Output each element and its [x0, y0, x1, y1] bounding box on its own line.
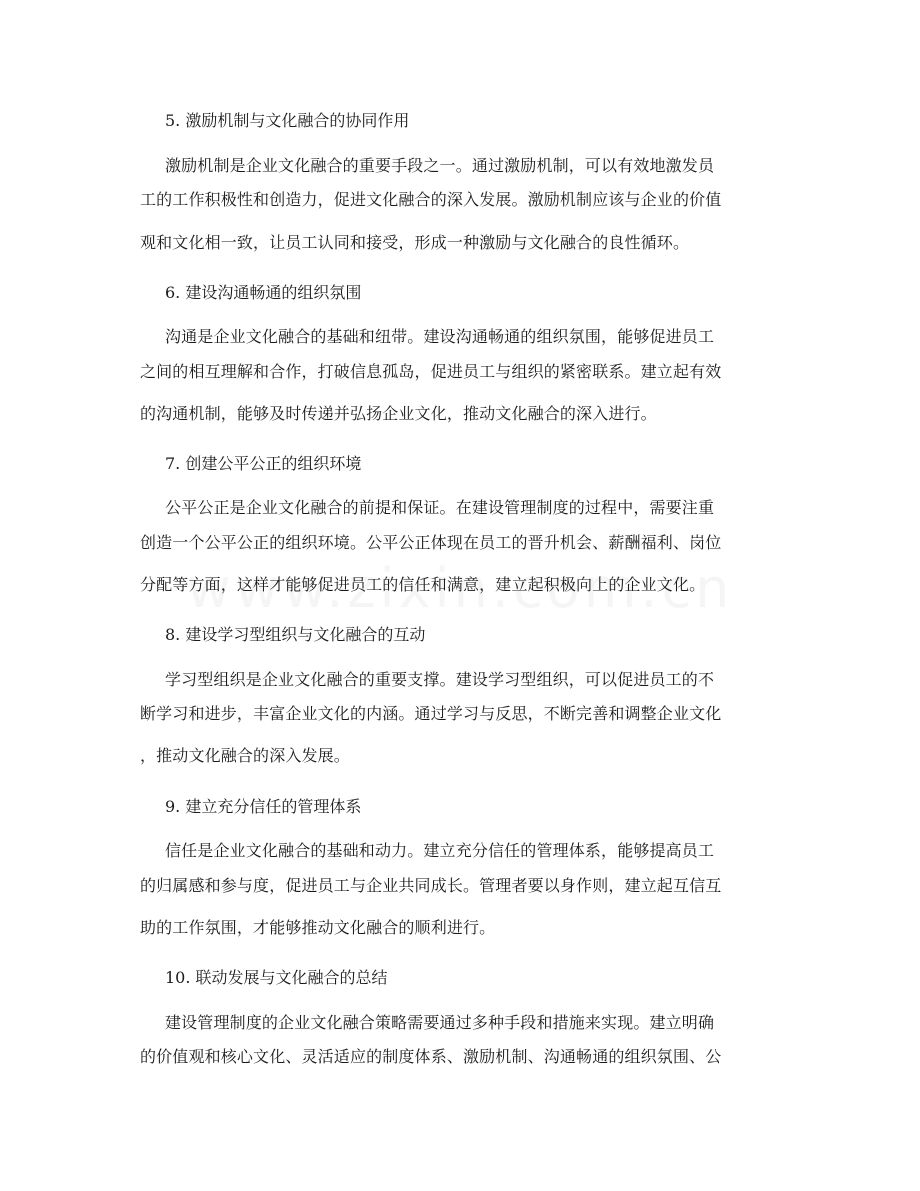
- section-heading: 8. 建设学习型组织与文化融合的互动: [165, 625, 426, 644]
- paragraph-line: ，推动文化融合的深入发展。: [140, 746, 350, 765]
- paragraph-line: 公平公正是企业文化融合的前提和保证。在建设管理制度的过程中，需要注重: [165, 498, 715, 517]
- paragraph-line: 沟通是企业文化融合的基础和纽带。建设沟通畅通的组织氛围，能够促进员工: [165, 327, 715, 346]
- paragraph-line: 观和文化相一致，让员工认同和接受，形成一种激励与文化融合的良性循环。: [140, 233, 690, 252]
- section-heading: 7. 创建公平公正的组织环境: [165, 454, 362, 473]
- paragraph-line: 建设管理制度的企业文化融合策略需要通过多种手段和措施来实现。建立明确: [165, 1013, 715, 1032]
- paragraph-line: 断学习和进步，丰富企业文化的内涵。通过学习与反思，不断完善和调整企业文化: [140, 704, 722, 723]
- paragraph-line: 信任是企业文化融合的基础和动力。建立充分信任的管理体系，能够提高员工: [165, 841, 715, 860]
- paragraph-line: 的归属感和参与度，促进员工与企业共同成长。管理者要以身作则，建立起互信互: [140, 876, 722, 895]
- paragraph-line: 的价值观和核心文化、灵活适应的制度体系、激励机制、沟通畅通的组织氛围、公: [140, 1047, 722, 1066]
- paragraph-line: 分配等方面，这样才能够促进员工的信任和满意，建立起积极向上的企业文化。: [140, 575, 706, 594]
- section-heading: 5. 激励机制与文化融合的协同作用: [165, 111, 410, 130]
- paragraph-line: 学习型组织是企业文化融合的重要支撑。建设学习型组织，可以促进员工的不: [165, 670, 715, 689]
- paragraph-line: 工的工作积极性和创造力，促进文化融合的深入发展。激励机制应该与企业的价值: [140, 190, 722, 209]
- section-heading: 10. 联动发展与文化融合的总结: [165, 968, 388, 987]
- paragraph-line: 之间的相互理解和合作，打破信息孤岛，促进员工与组织的紧密联系。建立起有效: [140, 362, 722, 381]
- paragraph-line: 的沟通机制，能够及时传递并弘扬企业文化，推动文化融合的深入进行。: [140, 404, 657, 423]
- section-heading: 9. 建立充分信任的管理体系: [165, 797, 362, 816]
- section-heading: 6. 建设沟通畅通的组织氛围: [165, 283, 362, 302]
- paragraph-line: 创造一个公平公正的组织环境。公平公正体现在员工的晋升机会、薪酬福利、岗位: [140, 533, 722, 552]
- paragraph-line: 激励机制是企业文化融合的重要手段之一。通过激励机制，可以有效地激发员: [165, 156, 715, 175]
- paragraph-line: 助的工作氛围，才能够推动文化融合的顺利进行。: [140, 918, 496, 937]
